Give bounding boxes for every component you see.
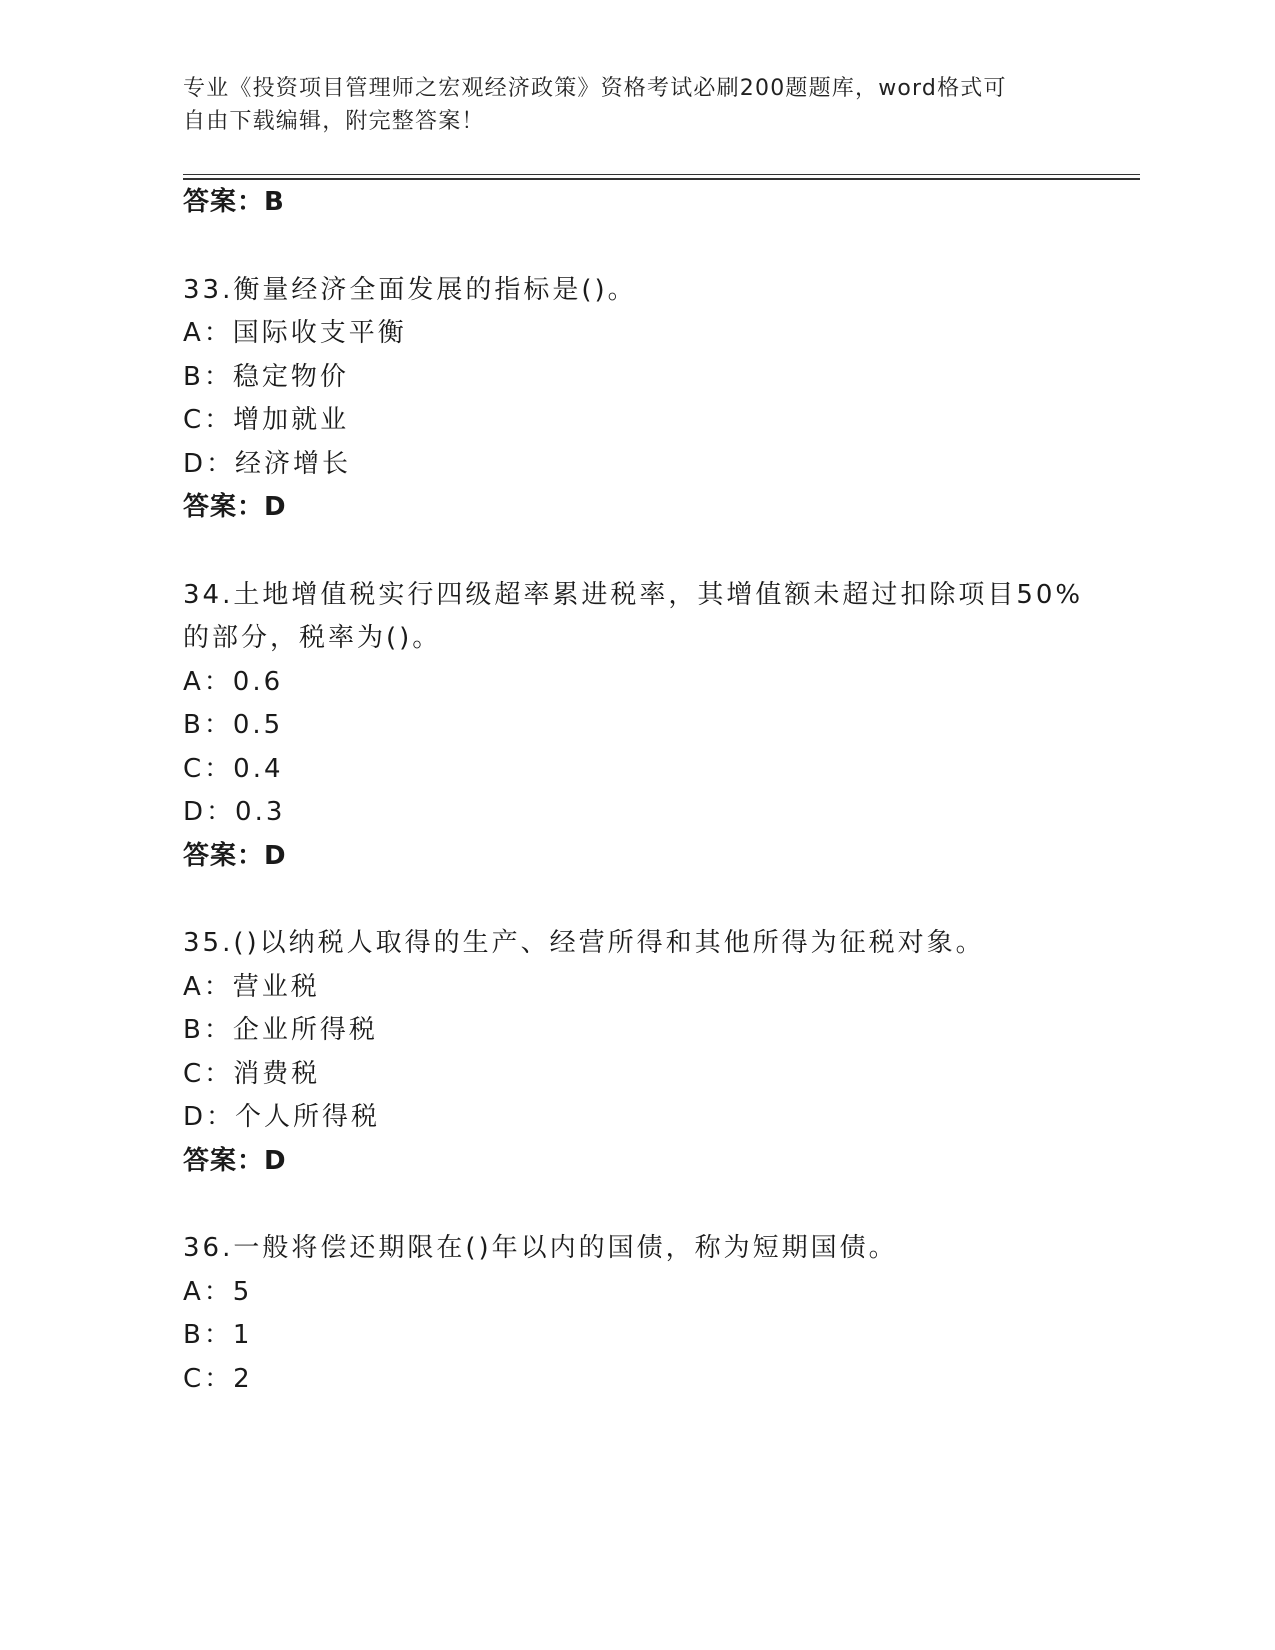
question-35-stem: 35.()以纳税人取得的生产、经营所得和其他所得为征税对象。 (183, 928, 985, 958)
question-33-option-c: C：增加就业 (183, 405, 350, 435)
question-33-option-a: A：国际收支平衡 (183, 318, 407, 348)
question-35-option-b: B：企业所得税 (183, 1015, 378, 1045)
header-line-1: 专业《投资项目管理师之宏观经济政策》资格考试必刷200题题库，word格式可 (183, 76, 1007, 101)
question-33-option-d: D：经济增长 (183, 449, 352, 479)
question-35-option-d: D：个人所得税 (183, 1102, 381, 1132)
question-34-stem-line-1: 34.土地增值税实行四级超率累进税率，其增值额未超过扣除项目50% (183, 580, 1084, 610)
question-33-option-b: B：稳定物价 (183, 362, 349, 392)
question-34-option-c: C：0.4 (183, 754, 284, 784)
question-33-stem: 33.衡量经济全面发展的指标是()。 (183, 275, 637, 305)
question-36-option-a: A：5 (183, 1277, 253, 1307)
header-line-2: 自由下载编辑，附完整答案！ (183, 109, 485, 134)
question-34-option-d: D：0.3 (183, 797, 286, 827)
question-34-answer: 答案：D (183, 841, 287, 871)
question-36-option-b: B：1 (183, 1320, 253, 1350)
question-34-option-b: B：0.5 (183, 710, 284, 740)
header-divider-thick (183, 178, 1140, 180)
question-34-stem-line-2: 的部分，税率为()。 (183, 623, 442, 653)
answer-prev: 答案：B (183, 187, 285, 217)
header-divider-thin (183, 174, 1140, 175)
question-36-option-c: C：2 (183, 1364, 253, 1394)
question-36-stem: 36.一般将偿还期限在()年以内的国债，称为短期国债。 (183, 1233, 898, 1263)
question-34-option-a: A：0.6 (183, 667, 284, 697)
question-35-option-a: A：营业税 (183, 972, 320, 1002)
document-header (183, 72, 1063, 138)
question-35-answer: 答案：D (183, 1146, 287, 1176)
question-35-option-c: C：消费税 (183, 1059, 321, 1089)
question-33-answer: 答案：D (183, 492, 287, 522)
